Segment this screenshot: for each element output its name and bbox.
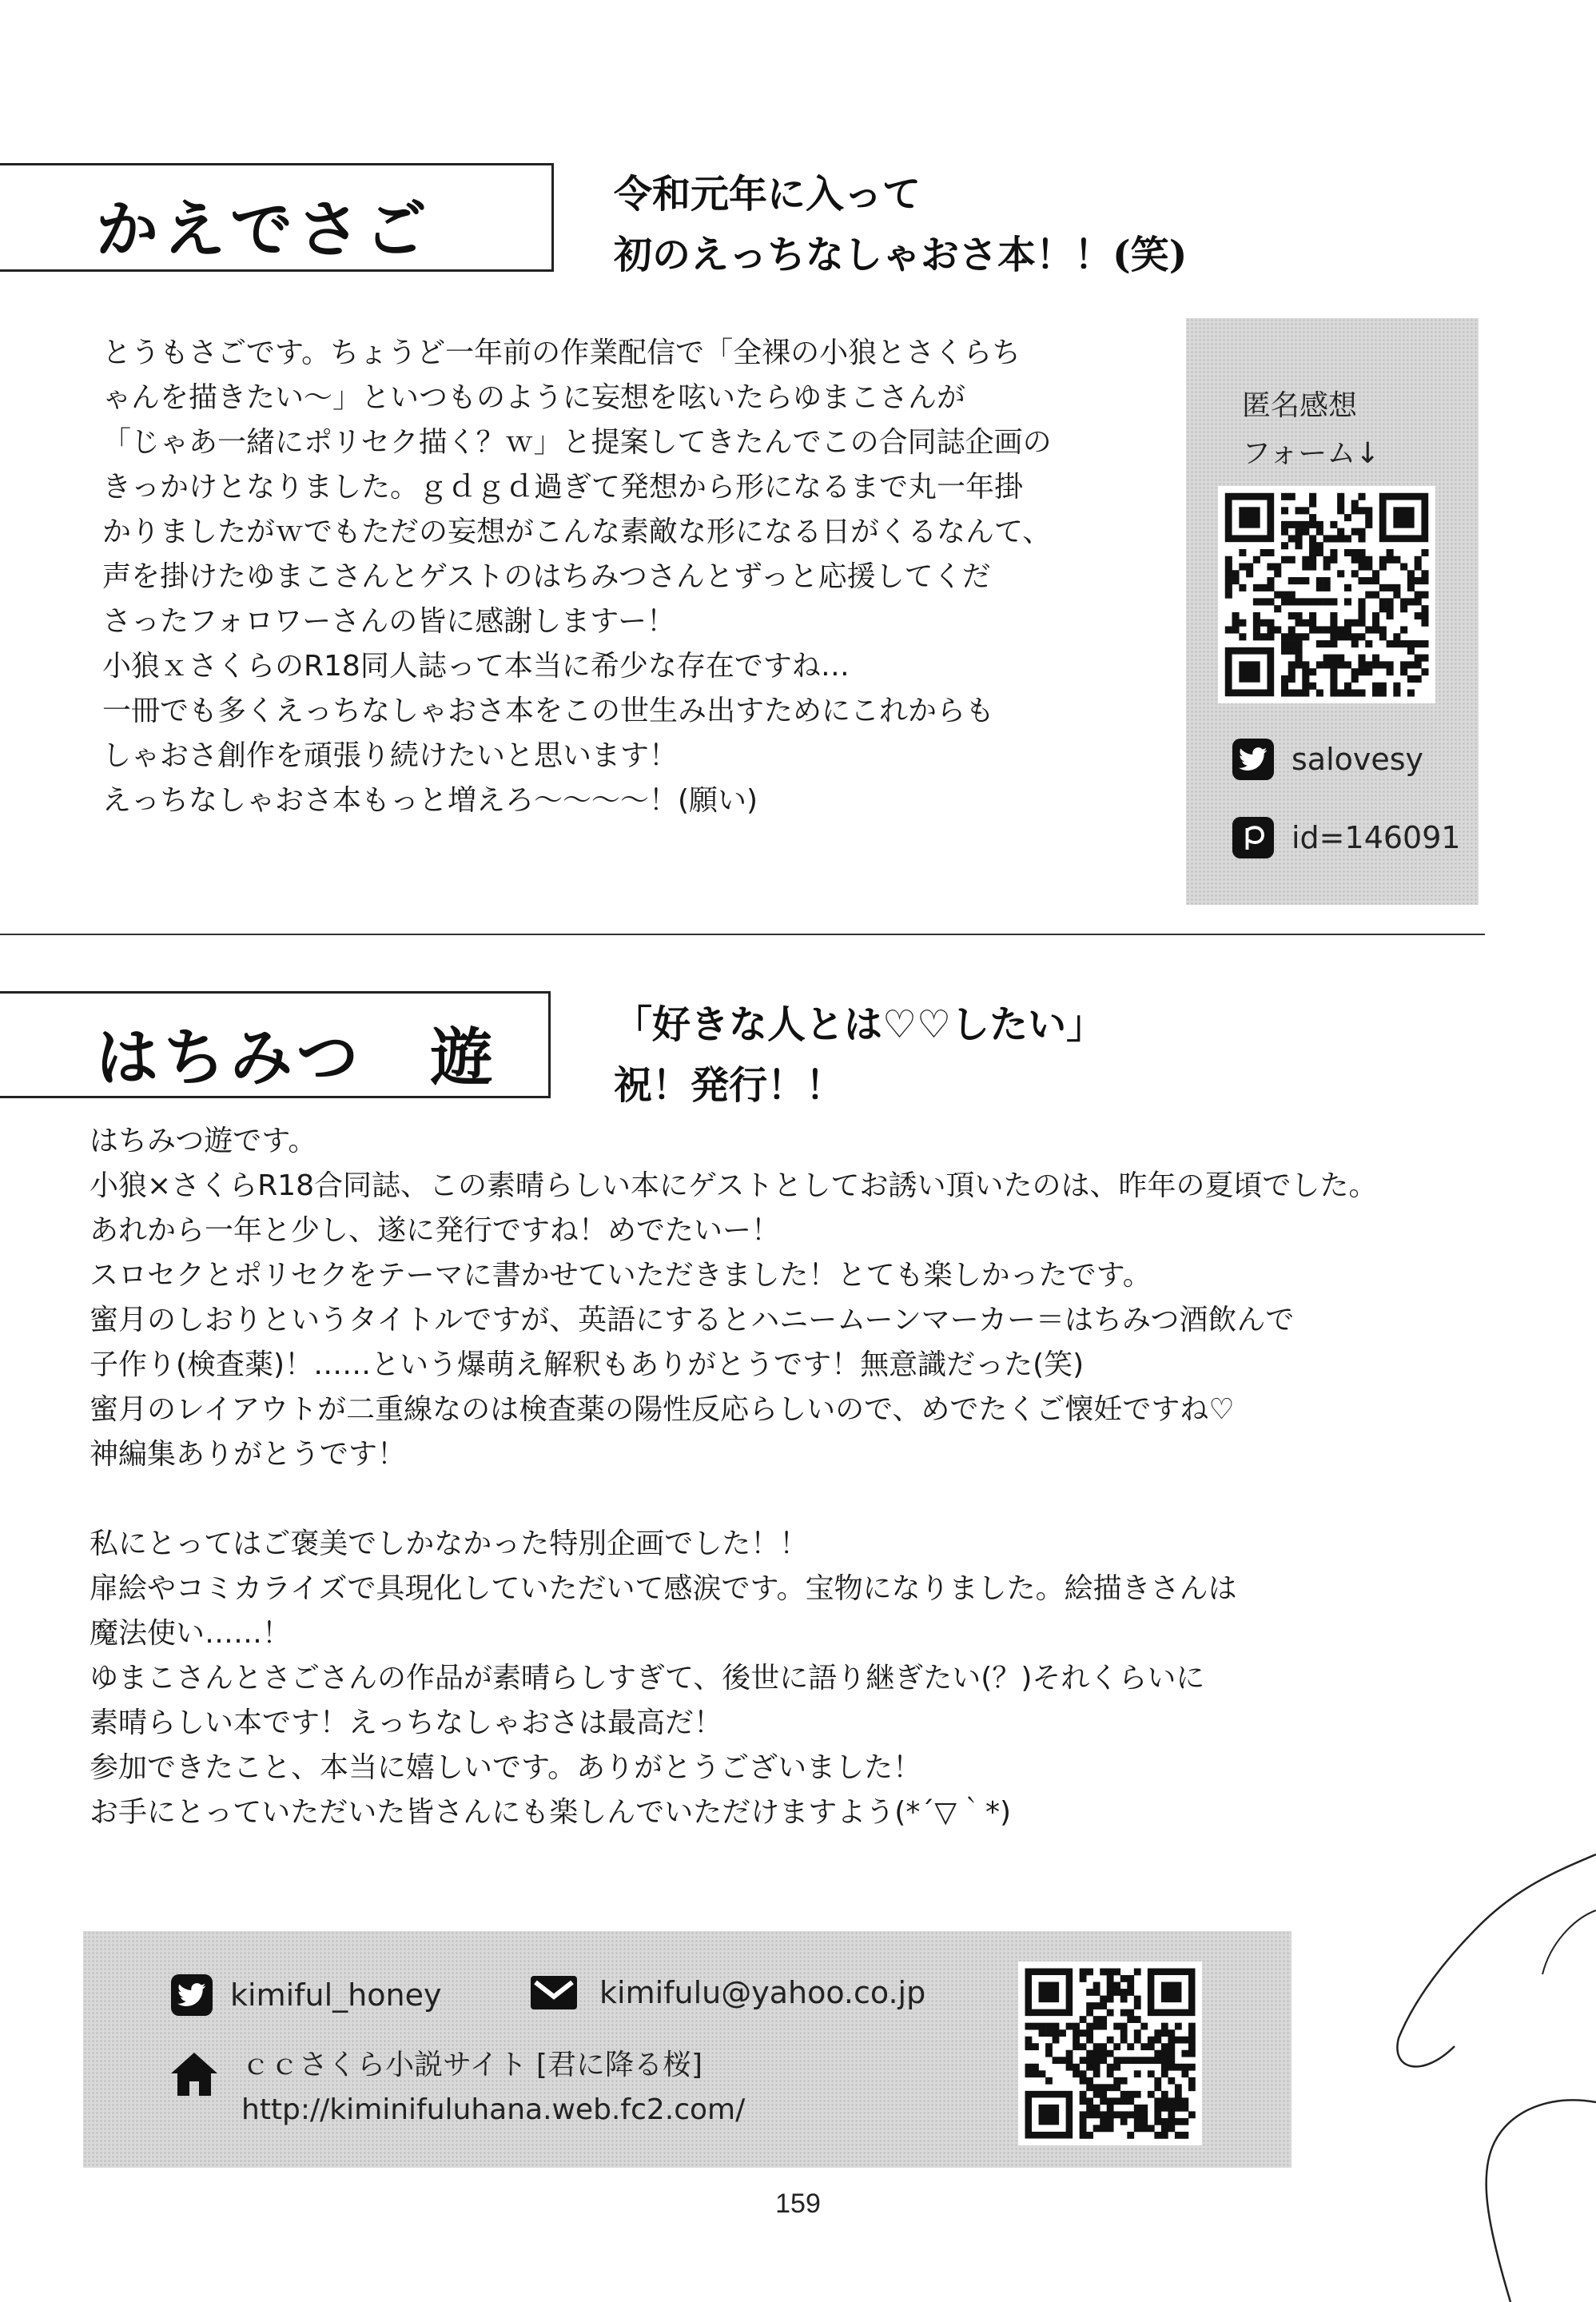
section-headline xyxy=(614,994,1104,1116)
twitter-link[interactable] xyxy=(1232,739,1423,780)
author-message xyxy=(90,1119,1378,1835)
message-line: えっちなしゃおさ本もっと増えろ〜〜〜〜！(願い) xyxy=(102,784,758,817)
message-line: スロセクとポリセクをテーマに書かせていただきました！とても楽しかったです。 xyxy=(90,1259,1152,1292)
message-line: とうもさごです。ちょうど一年前の作業配信で「全裸の小狼とさくらち xyxy=(102,337,1021,369)
pixiv-link[interactable] xyxy=(1232,817,1461,858)
website-link[interactable] xyxy=(241,2043,745,2133)
twitter-link[interactable] xyxy=(171,1974,441,2016)
message-line: 扉絵やコミカライズで具現化していただいて感涙です。宝物になりました。絵描きさんは xyxy=(90,1572,1237,1605)
twitter-handle: salovesy xyxy=(1292,742,1424,777)
site-name: ｃｃさくら小説サイト [君に降る桜] xyxy=(241,2049,703,2081)
message-line: しゃおさ創作を頑張り続けたいと思います！ xyxy=(102,739,679,772)
paragraph-gap xyxy=(90,1477,1378,1522)
section-divider xyxy=(0,934,1485,935)
message-line: 声を掛けたゆまこさんとゲストのはちみつさんとずっと応援してくだ xyxy=(102,560,991,593)
message-line: あれから一年と少し、遂に発行ですね！めでたいー！ xyxy=(90,1214,781,1247)
message-line: 魔法使い……！ xyxy=(90,1617,292,1650)
message-line: お手にとっていただいた皆さんにも楽しんでいただけますよう(*´▽｀*) xyxy=(90,1796,1012,1829)
headline-line: 令和元年に入って xyxy=(614,172,921,217)
section-headline xyxy=(614,164,1187,285)
twitter-icon xyxy=(171,1974,213,2016)
author-name: はちみつ 遊 xyxy=(96,1022,498,1094)
site-url: http://kiminifuluhana.web.fc2.com/ xyxy=(241,2093,746,2126)
message-line: 神編集ありがとうです！ xyxy=(90,1438,407,1471)
message-line: 蜜月のしおりというタイトルですが、英語にするとハニームーンマーカー＝はちみつ酒飲んで xyxy=(90,1304,1295,1336)
message-line: 子作り(検査薬)！……という爆萌え解釈もありがとうです！無意識だった(笑) xyxy=(90,1348,1085,1381)
headline-line: 祝！発行！！ xyxy=(614,1063,845,1108)
headline-line: 初のえっちなしゃおさ本！！(笑) xyxy=(614,233,1188,277)
message-line: 「じゃあ一緒にポリセク描く？ｗ」と提案してきたんでこの合同誌企画の xyxy=(102,426,1052,459)
message-line: 素晴らしい本です！えっちなしゃおさは最高だ！ xyxy=(90,1707,723,1739)
twitter-handle: kimiful_honey xyxy=(230,1977,442,2013)
pixiv-id: id=146091 xyxy=(1292,820,1461,855)
message-line: かりましたがｗでもただの妄想がこんな素敵な形になる日がくるなんて、 xyxy=(102,516,1052,548)
twitter-icon xyxy=(1232,739,1274,780)
message-line: はちみつ遊です。 xyxy=(90,1125,317,1157)
page-number: 159 xyxy=(775,2188,821,2219)
message-line: さったフォロワーさんの皆に感謝しますー！ xyxy=(102,605,676,638)
pixiv-icon xyxy=(1232,817,1274,858)
message-line: ゃんを描きたい〜」といつものように妄想を呟いたらゆまこさんが xyxy=(102,381,966,414)
author-name-box xyxy=(0,991,551,1098)
author-message xyxy=(102,331,1052,823)
message-line: 蜜月のレイアウトが二重線なのは検査薬の陽性反応らしいので、めでたくご懐妊ですね♡ xyxy=(90,1393,1235,1426)
home-icon xyxy=(169,2051,219,2101)
feedback-qr-code[interactable] xyxy=(1218,486,1435,703)
message-line: 小狼ｘさくらのR18同人誌って本当に希少な存在ですね… xyxy=(102,650,850,683)
message-line: 私にとってはご褒美でしかなかった特別企画でした！！ xyxy=(90,1527,809,1560)
email-address: kimifulu@yahoo.co.jp xyxy=(599,1975,926,2010)
author-name-box xyxy=(0,163,554,272)
feedback-form-label: 匿名感想 フォーム↓ xyxy=(1242,389,1380,470)
message-line: 小狼×さくらR18合同誌、この素晴らしい本にゲストとしてお誘い頂いたのは、昨年の夏頃でした。 xyxy=(90,1169,1378,1202)
website-qr-code[interactable] xyxy=(1018,1961,1202,2145)
headline-line: 「好きな人とは♡♡したい」 xyxy=(614,1002,1105,1047)
message-line: 参加できたこと、本当に嬉しいです。ありがとうございました！ xyxy=(90,1751,922,1784)
author-name: かえでさご xyxy=(96,193,432,266)
contact-box xyxy=(83,1931,1292,2168)
email-link[interactable] xyxy=(529,1974,925,2011)
mail-icon xyxy=(529,1974,579,2011)
message-line: きっかけとなりました。ｇｄｇｄ過ぎて発想から形になるまで丸一年掛 xyxy=(102,471,1024,504)
contact-sidebar xyxy=(1186,318,1479,905)
message-line: ゆまこさんとさごさんの作品が素晴らしすぎて、後世に語り継ぎたい(？)それくらいに xyxy=(90,1662,1205,1695)
decorative-line-art xyxy=(1359,1838,1596,2302)
message-line: 一冊でも多くえっちなしゃおさ本をこの世生み出すためにこれからも xyxy=(102,695,995,727)
